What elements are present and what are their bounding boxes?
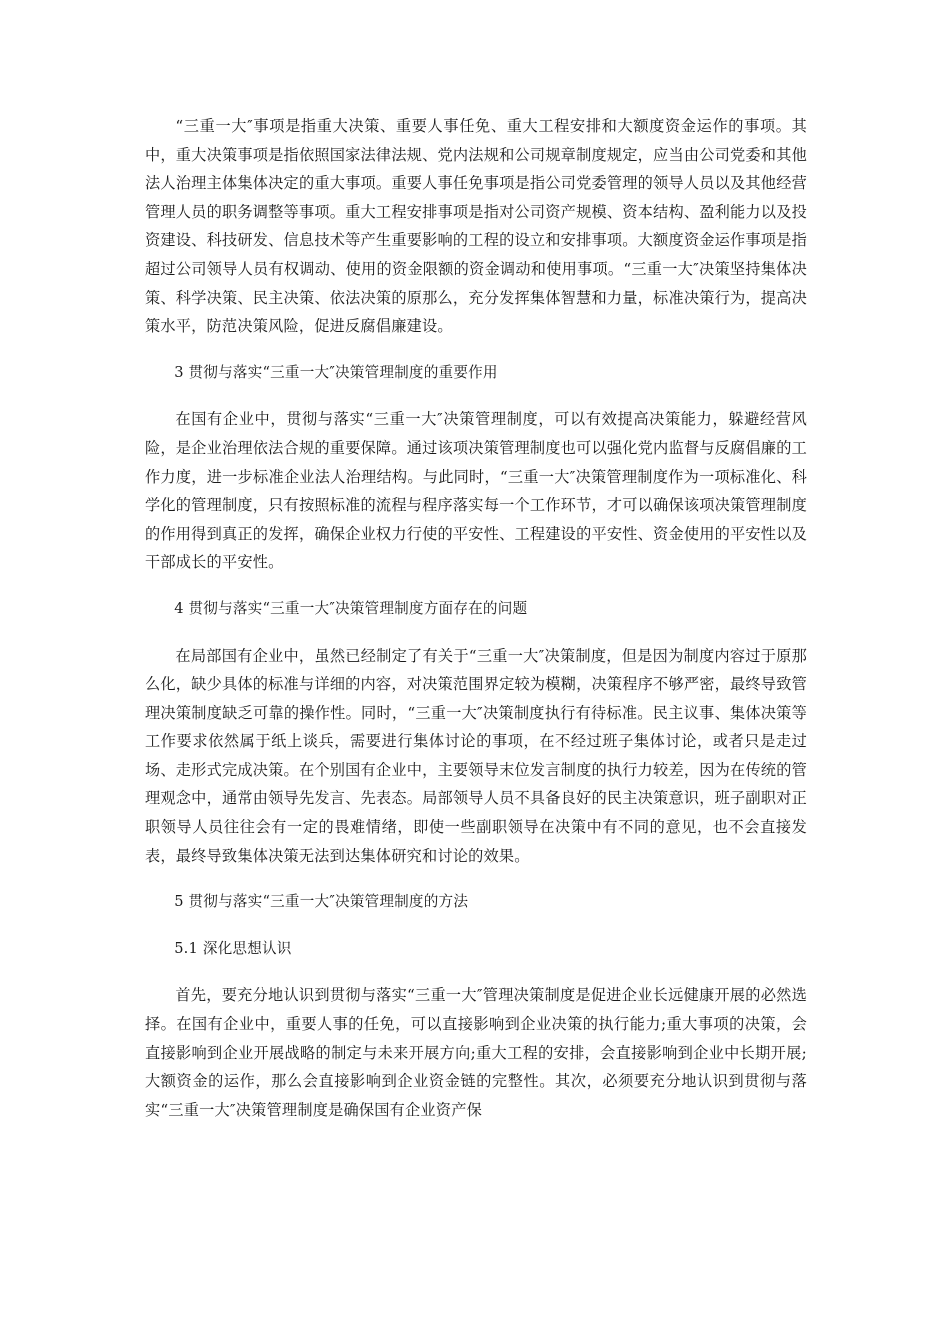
- paragraph-problems: 在局部国有企业中，虽然已经制定了有关于“三重一大″决策制度，但是因为制度内容过于原那么化，缺少具体的标准与详细的内容，对决策范围界定较为模糊，决策程序不够严密，最终导致管理决策制度缺乏可靠的操作性。同时，“三重一大″决策制度执行有待标准。民主议事、集体决策等工作要求依然属于纸上谈兵，需要进行集体讨论的事项，在不经过班子集体讨论，或者只是走过场、走形式完成决策。在个别国有企业中，主要领导末位发言制度的执行力较差，因为在传统的管理观念中，通常由领导先发言、先表态。局部领导人员不具备良好的民主决策意识，班子副职对正职领导人员往往会有一定的畏难情绪，即使一些副职领导在决策中有不同的意见，也不会直接发表，最终导致集体决策无法到达集体研究和讨论的效果。: [145, 646, 807, 865]
- paragraph-methods: 首先，要充分地认识到贯彻与落实“三重一大″管理决策制度是促进企业长远健康开展的必然选择。在国有企业中，重要人事的任免，可以直接影响到企业决策的执行能力;重大事项的决策，会直接影响到企业开展战略的制定与未来开展方向;重大工程的安排，会直接影响到企业中长期开展;大额资金的运作，那么会直接影响到企业资金链的完整性。其次，必须要充分地认识到贯彻与落实“三重一大″决策管理制度是确保国有企业资产保: [145, 986, 807, 1119]
- section-heading-4: 4 贯彻与落实“三重一大″决策管理制度方面存在的问题: [174, 599, 528, 617]
- section-heading-5: 5 贯彻与落实“三重一大″决策管理制度的方法: [174, 893, 469, 911]
- subsection-heading-5-1: 5.1 深化思想认识: [174, 939, 292, 957]
- document-body: [145, 112, 807, 1142]
- section-heading-3: 3 贯彻与落实“三重一大″决策管理制度的重要作用: [174, 363, 498, 381]
- paragraph-importance: 在国有企业中，贯彻与落实“三重一大″决策管理制度，可以有效提高决策能力，躲避经营风险，是企业治理依法合规的重要保障。通过该项决策管理制度也可以强化党内监督与反腐倡廉的工作力度，进一步标准企业法人治理结构。与此同时，“三重一大″决策管理制度作为一项标准化、科学化的管理制度，只有按照标准的流程与程序落实每一个工作环节，才可以确保该项决策管理制度的作用得到真正的发挥，确保企业权力行使的平安性、工程建设的平安性、资金使用的平安性以及干部成长的平安性。: [145, 410, 807, 572]
- paragraph-definition: “三重一大″事项是指重大决策、重要人事任免、重大工程安排和大额度资金运作的事项。其中，重大决策事项是指依照国家法律法规、党内法规和公司规章制度规定，应当由公司党委和其他法人治理主体集体决定的重大事项。重要人事任免事项是指公司党委管理的领导人员以及其他经营管理人员的职务调整等事项。重大工程安排事项是指对公司资产规模、资本结构、盈利能力以及投资建设、科技研发、信息技术等产生重要影响的工程的设立和安排事项。大额度资金运作事项是指超过公司领导人员有权调动、使用的资金限额的资金调动和使用事项。“三重一大″决策坚持集体决策、科学决策、民主决策、依法决策的原那么，充分发挥集体智慧和力量，标准决策行为，提高决策水平，防范决策风险，促进反腐倡廉建设。: [145, 117, 807, 336]
